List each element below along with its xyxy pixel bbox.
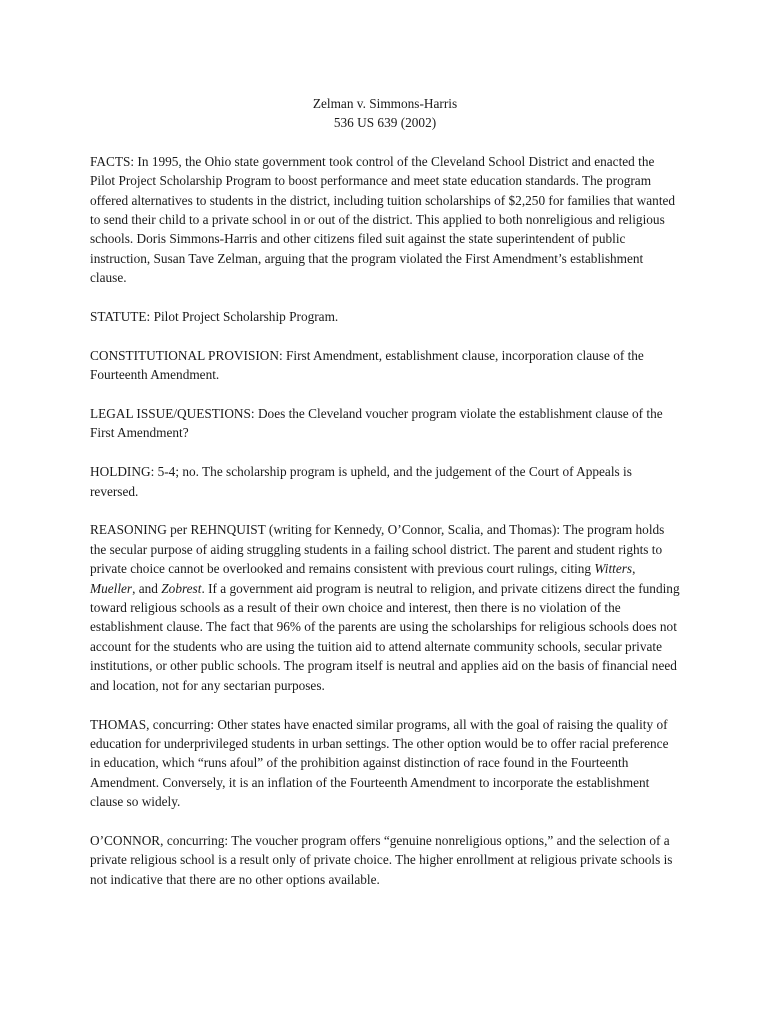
oconnor-concurrence-label: O’CONNOR, concurring:: [90, 832, 229, 848]
legal-issue-label: LEGAL ISSUE/QUESTIONS:: [90, 406, 255, 422]
statute-text: Pilot Project Scholarship Program.: [153, 309, 339, 325]
constitutional-provision-label: CONSTITUTIONAL PROVISION:: [90, 347, 283, 363]
document-body: [90, 94, 680, 909]
holding-text: 5-4; no. The scholarship program is upheld, and the judgement of the Court of Appeals is reversed.: [90, 464, 632, 499]
thomas-concurrence-text: Other states have enacted similar programs, all with the goal of raising the quality of education for underprivileged students in urban settings. The other option would be to offer racial preference in education, which “runs afoul” of the prohibition against distinction of race found in the Fourteenth Amendment. Conversely, it is an inflation of the Fourteenth Amendment to incorporate the establishment clause so widely.: [90, 716, 669, 810]
case-header: [90, 94, 680, 133]
legal-issue-text: Does the Cleveland voucher program violate the establishment clause of the First Amendment?: [90, 406, 663, 441]
statute-label: STATUTE:: [90, 309, 151, 325]
constitutional-provision-text: First Amendment, establishment clause, incorporation clause of the Fourteenth Amendment.: [90, 347, 644, 383]
statute-paragraph: [90, 307, 680, 326]
case-citation: 536 US 639 (2002): [333, 115, 437, 131]
thomas-concurrence-paragraph: [90, 715, 680, 812]
holding-paragraph: [90, 462, 680, 501]
oconnor-concurrence-paragraph: [90, 831, 680, 889]
facts-paragraph: [90, 152, 680, 288]
reasoning-separator-1: ,: [632, 561, 636, 577]
facts-text: In 1995, the Ohio state government took control of the Cleveland School District and enacted the Pilot Project Scholarship Program to boost performance and meet state education standards. The program offered alternatives to students in the district, including tuition scholarships of $2,250 for families that wanted to send their child to a private school in or out of the district. This applied to both nonreligious and religious schools. Doris Simmons-Harris and other citizens filed suit against the state superintendent of public instruction, Susan Tave Zelman, arguing that the program violated the First Amendment’s establishment clause.: [90, 153, 676, 286]
constitutional-provision-paragraph: [90, 346, 680, 385]
reasoning-label: REASONING per REHNQUIST (writing for Kennedy, O’Connor, Scalia, and Thomas):: [90, 522, 561, 538]
legal-issue-paragraph: [90, 404, 680, 443]
reasoning-separator-2: , and: [132, 580, 158, 596]
reasoning-paragraph: [90, 520, 680, 695]
case-citation-zobrest: Zobrest: [161, 580, 202, 596]
case-citation-witters: Witters: [594, 561, 633, 577]
holding-label: HOLDING:: [90, 464, 155, 480]
thomas-concurrence-label: THOMAS, concurring:: [90, 716, 215, 732]
oconnor-concurrence-text: The voucher program offers “genuine nonreligious options,” and the selection of a private religious school is a result only of private choice. The higher enrollment at religious private schools is not indicative that there are no other options available.: [90, 832, 673, 887]
reasoning-text-1: The program holds the secular purpose of aiding struggling students in a failing school district. The parent and student rights to private choice cannot be overlooked and remains consistent with previous court rulings, citing: [90, 522, 665, 577]
case-name: Zelman v. Simmons-Harris: [312, 96, 458, 111]
case-citation-mueller: Mueller: [90, 580, 133, 596]
facts-label: FACTS:: [90, 153, 135, 169]
reasoning-text-2: . If a government aid program is neutral to religion, and private citizens direct the funding toward religious schools as a result of their own choice and interest, then there is no violation of the establishment clause. The fact that 96% of the parents are using the scholarships for religious schools does not account for the students who are using the tuition aid to attend alternate community schools, secular private institutions, or other public schools. The program itself is neutral and applies aid on the basis of financial need and location, not for any sectarian purposes.: [90, 580, 680, 693]
